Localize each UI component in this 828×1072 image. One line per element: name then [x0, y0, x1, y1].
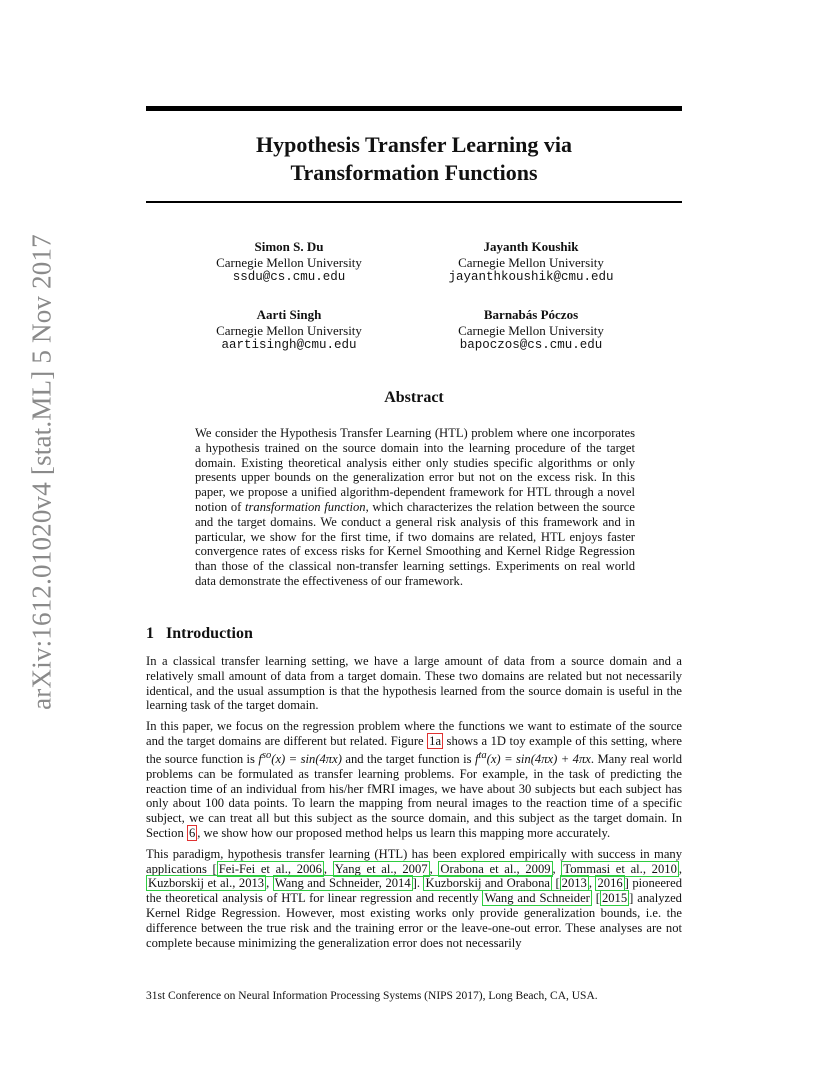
- paper-title: [146, 131, 682, 187]
- text-run: This paradigm, hypothesis transfer learning (HTL) has been explored empirically with success in many applications [: [146, 846, 682, 876]
- text-run: shows a 1D toy example of this setting, where the source function is: [146, 733, 682, 766]
- abstract-text-part: , which characterizes the relation between the source and the target domains. We conduct a general risk analysis of this framework and in particular, we show for the first time, if two domains are related, HTL enjoys faster convergence rates of excess risks for Kernel Smoothing and Kernel Ridge Regression than those of the classical non-transfer learning settings. Experiments on real world data demonstrate the effectiveness of our framework.: [195, 499, 635, 588]
- paragraph: In a classical transfer learning setting, we have a large amount of data from a source domain and a relatively small amount of data from a target domain. These two domains are related but not necessarily identical, and the usual assumption is that the hypothesis learned from the source domain is useful in the learning task of the target domain.: [146, 654, 682, 713]
- abstract-heading: Abstract: [384, 389, 444, 406]
- text-run: ] analyzed Kernel Ridge Regression. However, most existing works only provide generalization bounds, i.e. the difference between the true risk and the training error or the leave-one-out error. These analyses are not complete because minimizing the generalization error does not necessarily: [146, 891, 682, 950]
- text-run: . Many real world problems can be formulated as transfer learning problems. For example, in the task of predicting the reaction time of an individual from his/her fMRI images, we have about 30 subjects but each subject has only about 100 data points. To learn the mapping from neural images to the reaction time of a specific subject, we can treat all but this subject as the source domain, and this subject as the target domain. In Section: [146, 751, 682, 840]
- math-sup: ta: [478, 749, 487, 761]
- section-title: Introduction: [166, 625, 253, 642]
- text-run: ].: [412, 876, 424, 891]
- author-name: Simon S. Du: [254, 239, 324, 254]
- citation-link[interactable]: Kuzborskij and Orabona: [425, 876, 550, 891]
- abstract-italic-term: transformation function: [245, 499, 366, 514]
- section-number: 1: [146, 625, 154, 642]
- text-run: [: [551, 876, 560, 891]
- title-bottom-rule: [146, 201, 682, 203]
- author-name: Barnabás Póczos: [483, 307, 579, 322]
- abstract-text: [195, 426, 635, 589]
- introduction-body: [146, 654, 682, 956]
- conference-footnote: 31st Conference on Neural Information Processing Systems (NIPS 2017), Long Beach, CA, USA.: [146, 990, 598, 1002]
- text-run: [: [591, 891, 600, 906]
- author-affiliation: Carnegie Mellon University: [216, 254, 362, 270]
- text-run: , we show how our proposed method helps us learn this mapping more accurately.: [197, 825, 611, 840]
- paragraph: This paradigm, hypothesis transfer learning (HTL) has been explored empirically with success in many applications [ Fei-Fei et al., 2006 , Yang et al., 2007 , Orabona et al., 2009 , Tommasi et al., 2010 , Kuzborskij et al., 2013 , Wang and Schneider, 2014 ]. Kuzborskij and Orabona [ 2013 , 2016 ] pioneered the theoretical analysis of HTL for linear regression and recently Wang and Schneider [ 2015 ] analyzed Kernel Ridge Regression. However, most existing works only provide generalization bounds, i.e. the difference between the true risk and the training error or the leave-one-out error. These analyses are not complete because minimizing the generalization error does not necessarily: [146, 846, 683, 950]
- math-fn: f: [474, 751, 479, 766]
- abstract-text-part: We consider the Hypothesis Transfer Learning (HTL) problem where one incorporates a hypothesis trained on the source domain into the learning procedure of the target domain. Existing theoretical analysis either only studies specific algorithms or only presents upper bounds on the generalization error but not on the excess risk. In this paper, we propose a unified algorithm-dependent framework for HTL through a novel notion of: [195, 426, 635, 514]
- author-block: [411, 239, 651, 286]
- text-run: and the target function is: [341, 751, 475, 766]
- math-fn: f: [258, 751, 262, 766]
- math-sup: so: [261, 749, 272, 761]
- citation-link[interactable]: Wang and Schneider: [484, 891, 590, 906]
- text-run: In this paper, we focus on the regression problem where the functions we want to estimate of the source and the target domains are different but related. Figure: [146, 719, 682, 748]
- author-block: [169, 239, 409, 286]
- title-line-2: Transformation Functions: [290, 160, 538, 185]
- author-email[interactable]: aartisingh@cmu.edu: [221, 338, 357, 352]
- author-email[interactable]: ssdu@cs.cmu.edu: [232, 270, 346, 284]
- author-affiliation: Carnegie Mellon University: [458, 322, 604, 338]
- citation-link[interactable]: Orabona et al., 2009: [440, 861, 551, 876]
- author-name: Jayanth Koushik: [483, 239, 579, 254]
- arxiv-identifier-stamp: arXiv:1612.01020v4 [stat.ML] 5 Nov 2017: [26, 234, 57, 710]
- author-block: [411, 307, 651, 354]
- citation-link[interactable]: Wang and Schneider, 2014: [274, 876, 411, 891]
- citation-link[interactable]: Fei-Fei et al., 2006: [218, 861, 322, 876]
- author-block: [169, 307, 409, 354]
- author-email[interactable]: bapoczos@cs.cmu.edu: [459, 338, 603, 352]
- author-email[interactable]: jayanthkoushik@cmu.edu: [448, 270, 614, 284]
- citation-link[interactable]: Yang et al., 2007: [334, 861, 428, 876]
- title-line-1: Hypothesis Transfer Learning via: [256, 132, 572, 157]
- text-run: ] pioneered the theoretical analysis of HTL for linear regression and recently: [146, 876, 683, 906]
- figure-crossref-link[interactable]: 1a: [429, 733, 442, 748]
- math-expr: (x) = sin(4πx): [271, 751, 342, 766]
- author-name: Aarti Singh: [256, 307, 322, 322]
- section-crossref-link[interactable]: 6: [188, 825, 196, 840]
- citation-link[interactable]: 2015: [601, 891, 628, 906]
- citation-link[interactable]: Kuzborskij et al., 2013: [148, 876, 265, 891]
- section-heading: [146, 625, 253, 643]
- author-affiliation: Carnegie Mellon University: [216, 322, 362, 338]
- math-expr: (x) = sin(4πx) + 4πx: [486, 751, 591, 766]
- paragraph: [146, 719, 682, 841]
- title-top-rule: [146, 106, 682, 111]
- author-affiliation: Carnegie Mellon University: [458, 254, 604, 270]
- citation-link[interactable]: Tommasi et al., 2010: [563, 861, 677, 876]
- citation-link[interactable]: 2016: [597, 876, 623, 891]
- citation-link[interactable]: 2013: [561, 876, 587, 891]
